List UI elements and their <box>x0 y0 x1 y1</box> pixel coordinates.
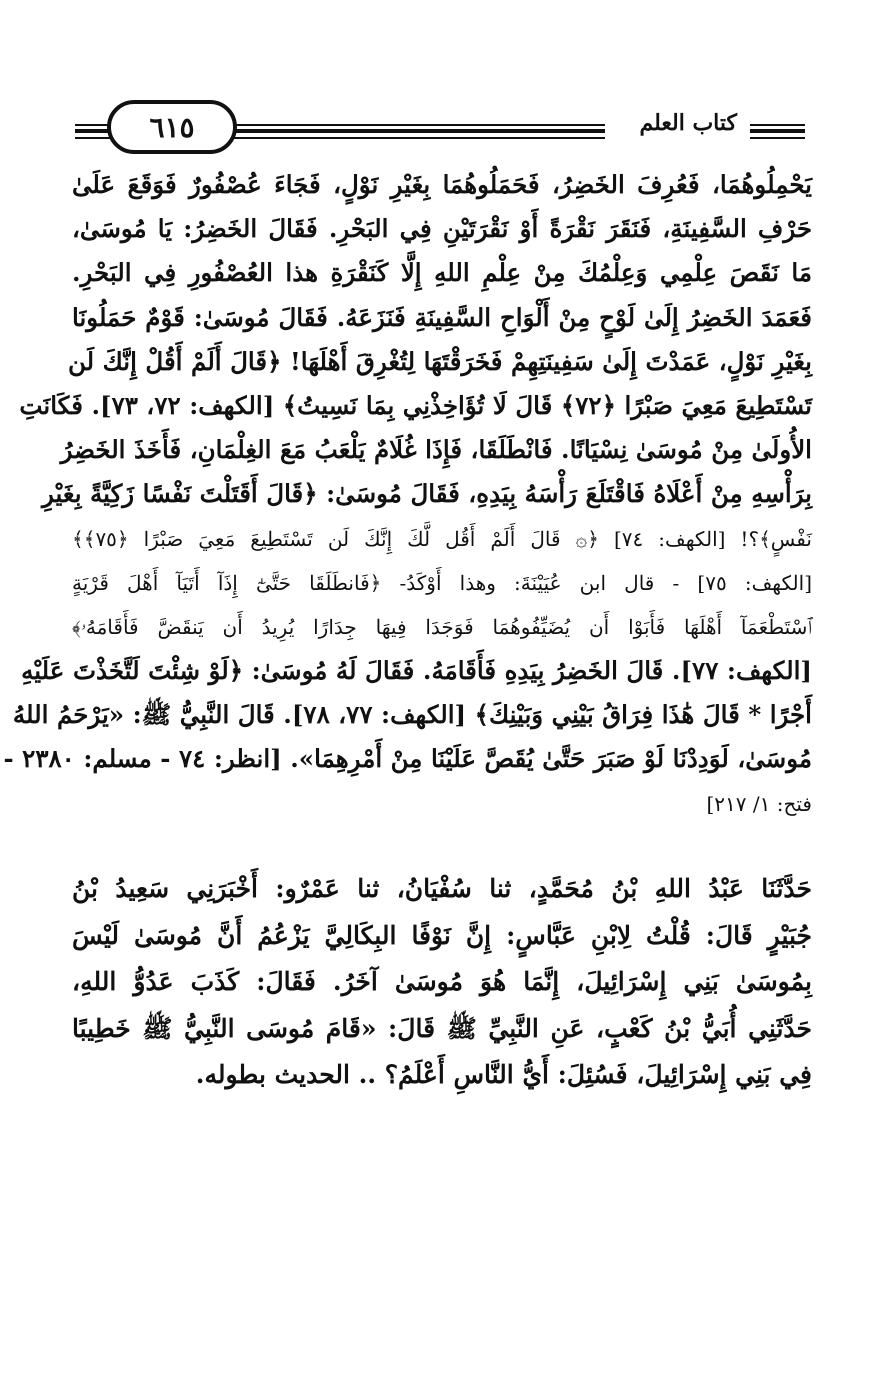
text-line: حَدَّثَنَا عَبْدُ اللهِ بْنُ مُحَمَّدٍ، ثنا سُفْيَانُ، ثنا عَمْرٌو: أَخْبَرَنِي سَعِيدُ بْنُ <box>72 874 812 903</box>
text-line: فَعَمَدَ الخَضِرُ إِلَىٰ لَوْحٍ مِنْ أَلْوَاحِ السَّفِينَةِ فَنَزَعَهُ. فَقَالَ مُوسَىٰ: قَوْمٌ حَمَلُونَا <box>72 302 812 332</box>
text-line: بِرَأْسِهِ مِنْ أَعْلَاهُ فَاقْتَلَعَ رَأْسَهُ بِيَدِهِ، فَقَالَ مُوسَىٰ: ﴿قَالَ أَقَتَلْتَ نَفْسًا زَكِيَّةً بِغَيْرِ <box>41 479 812 509</box>
text-line: أَجْرًا * قَالَ هَٰذَا فِرَاقُ بَيْنِي وَبَيْنِكَ﴾ [الكهف: ٧٧، ٧٨]. قَالَ النَّبِيُّ ﷺ: «يَرْحَمُ اللهُ <box>12 700 812 730</box>
header-rule <box>195 137 605 139</box>
text-line: ٱسْتَطْعَمَآ أَهْلَهَا فَأَبَوْا أَن يُضَيِّفُوهُمَا فَوَجَدَا فِيهَا جِدَارًا يُرِيدُ أَن يَنقَضَّ فَأَقَامَهُۥ﴾ <box>72 614 812 639</box>
text-line: فتح: ١/ ٢١٧] <box>706 791 812 816</box>
text-line: فِي بَنِي إِسْرَائِيلَ، فَسُئِلَ: أَيُّ النَّاسِ أَعْلَمُ؟ .. الحديث بطوله. <box>195 1060 812 1089</box>
text-line: حَدَّثَنِي أُبَيُّ بْنُ كَعْبٍ، عَنِ النَّبِيِّ ﷺ قَالَ: «قَامَ مُوسَى النَّبِيُّ ﷺ خَطِيبًا <box>72 1013 812 1043</box>
text-line: [الكهف: ٧٥] - قال ابن عُيَيْنَةَ: وهذا أَوْكَدُ- ﴿فَانطَلَقَا حَتَّىٰٓ إِذَآ أَتَيَآ أَهْلَ قَرْيَةٍ <box>72 570 813 595</box>
text-line: تَسْتَطِيعَ مَعِيَ صَبْرًا ﴿٧٢﴾ قَالَ لَا تُؤَاخِذْنِي بِمَا نَسِيتُ﴾ [الكهف: ٧٢، ٧٣]. فَكَانَتِ <box>19 390 812 420</box>
header-rule <box>750 124 805 126</box>
header-rule <box>750 129 805 133</box>
page-number: ٦١٥ <box>107 100 237 154</box>
header-rule <box>195 129 605 133</box>
text-line: بِمُوسَىٰ بَنِي إِسْرَائِيلَ، إِنَّمَا هُوَ مُوسَىٰ آخَرُ. فَقَالَ: كَذَبَ عَدُوُّ اللهِ، <box>72 967 812 996</box>
text-line: حَرْفِ السَّفِينَةِ، فَنَقَرَ نَقْرَةً أَوْ نَقْرَتَيْنِ فِي البَحْرِ. فَقَالَ الخَضِرُ: يَا مُوسَىٰ، <box>72 214 812 244</box>
book-title: كتاب العلم <box>633 110 743 136</box>
text-line: بِغَيْرِ نَوْلٍ، عَمَدْتَ إِلَىٰ سَفِينَتِهِمْ فَخَرَقْتَهَا لِتُغْرِقَ أَهْلَهَا! ﴿قَالَ أَلَمْ أَقُلْ إِنَّكَ لَن <box>67 346 812 376</box>
header-rule <box>195 124 605 126</box>
text-line: مُوسَىٰ، لَوَدِدْنَا لَوْ صَبَرَ حَتَّىٰ يُقَصَّ عَلَيْنَا مِنْ أَمْرِهِمَا». [انظر: ٧٤ - مسلم: ٢٣٨٠ - <box>3 744 812 774</box>
text-line: يَحْمِلُوهُمَا، فَعُرِفَ الخَضِرُ، فَحَمَلُوهُمَا بِغَيْرِ نَوْلٍ، فَجَاءَ عُصْفُورٌ فَوَقَعَ عَلَىٰ <box>72 170 812 199</box>
header-rule <box>750 137 805 139</box>
text-line: مَا نَقَصَ عِلْمِي وَعِلْمُكَ مِنْ عِلْمِ اللهِ إِلَّا كَنَقْرَةِ هذا العُصْفُورِ فِي البَحْرِ. <box>72 258 812 288</box>
main-paragraph <box>3 163 813 826</box>
text-line: نَفْسٍ﴾؟! [الكهف: ٧٤] ﴿۞ قَالَ أَلَمْ أَقُل لَّكَ إِنَّكَ لَن تَسْتَطِيعَ مَعِيَ صَبْرًا ﴿٧٥﴾﴾ <box>72 526 812 551</box>
text-line: الأُولَىٰ مِنْ مُوسَىٰ نِسْيَانًا. فَانْطَلَقَا، فَإِذَا غُلَامٌ يَلْعَبُ مَعَ الغِلْمَانِ، فَأَخَذَ الخَضِرُ <box>60 435 812 465</box>
text-line: [الكهف: ٧٧]. قَالَ الخَضِرُ بِيَدِهِ فَأَقَامَهُ. فَقَالَ لَهُ مُوسَىٰ: ﴿لَوْ شِئْتَ لَتَّخَذْتَ عَلَيْهِ <box>21 656 812 686</box>
page-header <box>75 98 805 158</box>
hadith-paragraph <box>72 866 812 1099</box>
text-line: جُبَيْرٍ قَالَ: قُلْتُ لِابْنِ عَبَّاسٍ: إِنَّ نَوْفًا البِكَالِيَّ يَزْعُمُ أَنَّ مُوسَىٰ لَيْسَ <box>72 920 812 950</box>
